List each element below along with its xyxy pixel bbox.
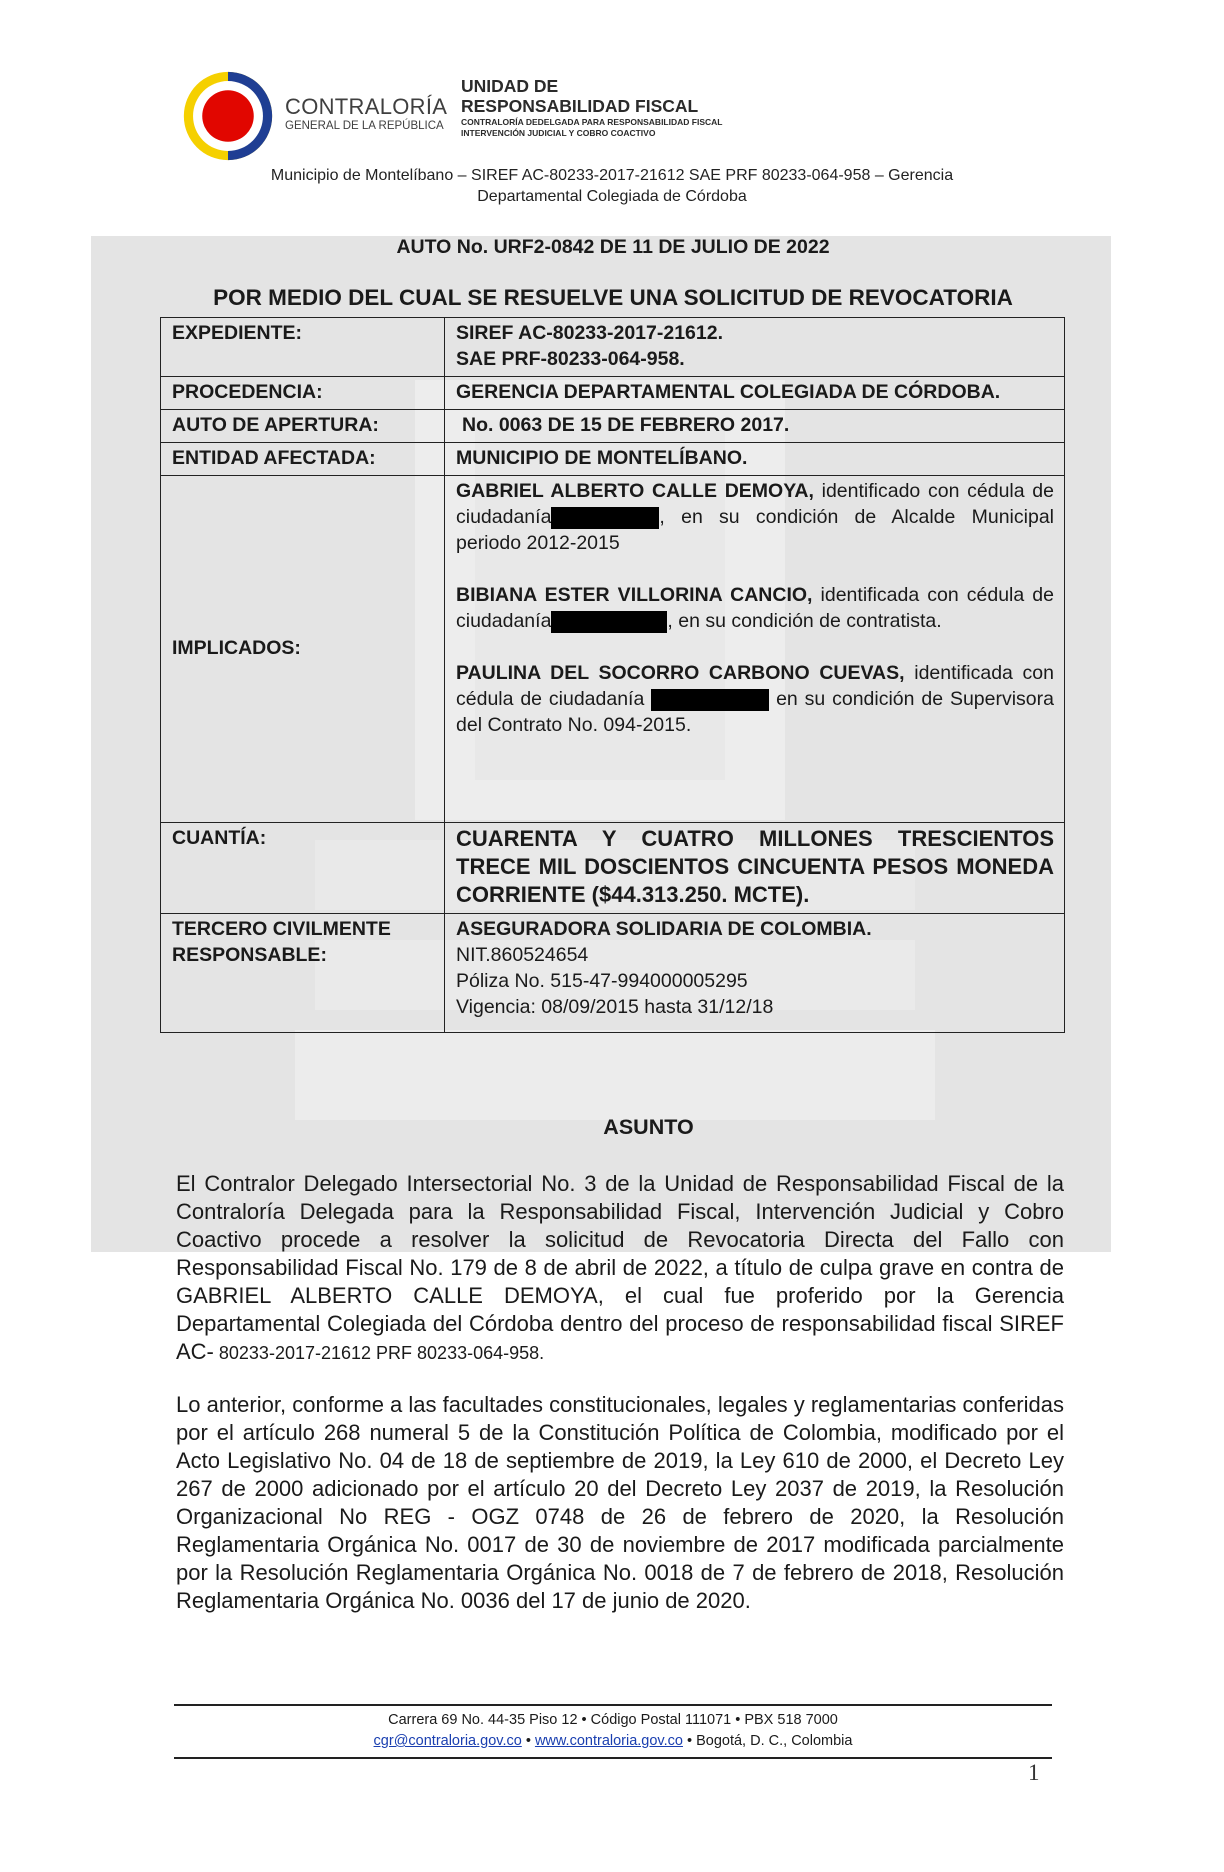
- implicado-3: [456, 660, 1054, 738]
- implicado-2-text-a: identificada con cédula de ciudadanía: [456, 584, 1054, 632]
- unit-title-line1: UNIDAD DE: [461, 76, 559, 96]
- tercero-name: ASEGURADORA SOLIDARIA DE COLOMBIA.: [456, 918, 872, 940]
- redacted-id-1: [551, 507, 659, 529]
- asunto-paragraph-1: [176, 1170, 1064, 1367]
- footer-contact: [174, 1733, 1052, 1749]
- footer-website-link[interactable]: www.contraloria.gov.co: [534, 1733, 683, 1749]
- footer-separator: •: [521, 1733, 535, 1749]
- implicado-1: [456, 478, 1054, 556]
- logo-name: CONTRALORÍA: [285, 94, 448, 119]
- unit-subtitle-line2: INTERVENCIÓN JUDICIAL Y COBRO COACTIVO: [461, 128, 656, 138]
- header-reference-line2: Departamental Colegiada de Córdoba: [477, 188, 747, 205]
- label-entidad-afectada: ENTIDAD AFECTADA:: [161, 443, 445, 476]
- implicado-3-name: PAULINA DEL SOCORRO CARBONO CUEVAS,: [456, 662, 905, 684]
- page-number: 1: [1028, 1760, 1040, 1785]
- value-auto-apertura: No. 0063 DE 15 DE FEBRERO 2017.: [445, 410, 1065, 443]
- value-expediente: [445, 318, 1065, 377]
- tercero-label-line1: TERCERO CIVILMENTE: [172, 918, 391, 940]
- redacted-id-2: [551, 611, 667, 633]
- auto-number-title: AUTO No. URF2-0842 DE 11 DE JULIO DE 2022: [396, 236, 830, 258]
- document-main-title: POR MEDIO DEL CUAL SE RESUELVE UNA SOLICITUD DE REVOCATORIA: [213, 285, 1013, 310]
- unit-subtitle-line1: CONTRALORÍA DEDELGADA PARA RESPONSABILIDAD FISCAL: [461, 117, 723, 127]
- footer-city: • Bogotá, D. C., Colombia: [682, 1733, 853, 1749]
- footer-address: Carrera 69 No. 44-35 Piso 12 • Código Postal 111071 • PBX 518 7000: [388, 1712, 838, 1728]
- contraloria-seal-icon: [182, 70, 274, 162]
- expediente-line1: SIREF AC-80233-2017-21612.: [456, 322, 724, 344]
- implicado-1-name: GABRIEL ALBERTO CALLE DEMOYA,: [456, 480, 814, 502]
- label-procedencia: PROCEDENCIA:: [161, 377, 445, 410]
- implicado-2: [456, 582, 1054, 634]
- table-row-entidad: [161, 443, 1065, 476]
- implicado-1-text-a: identificado con cédula de ciudadanía: [456, 480, 1054, 528]
- tercero-nit: NIT.860524654: [456, 944, 589, 966]
- asunto-paragraph-2: Lo anterior, conforme a las facultades constitucionales, legales y reglamentarias conferidas por el artículo 268 numeral 5 de la Constitución Política de Colombia, modificado por el Acto Legislativo No. 04 de 18 de septiembre de 2019, la Ley 610 de 2000, el Decreto Ley 267 de 2000 adicionado por el artículo 20 del Decreto Ley 2037 de 2019, la Resolución Organizacional No REG - OGZ 0748 de 26 de febrero de 2020, la Resolución Reglamentaria Orgánica No. 0017 de 30 de noviembre de 2017 modificada parcialmente por la Resolución Reglamentaria Orgánica No. 0018 de 7 de febrero de 2018, Resolución Reglamentaria Orgánica No. 0036 del 17 de junio de 2020.: [176, 1392, 1064, 1613]
- value-tercero: [445, 914, 1065, 1033]
- table-row-tercero: [161, 914, 1065, 1033]
- case-info-table: [160, 317, 1065, 1033]
- tercero-label-line2: RESPONSABLE:: [172, 944, 327, 966]
- header-reference: [200, 165, 1024, 207]
- label-implicados: IMPLICADOS:: [161, 476, 445, 823]
- footer-divider-bottom: [174, 1757, 1052, 1759]
- tercero-poliza: Póliza No. 515-47-994000005295: [456, 970, 748, 992]
- value-implicados: [445, 476, 1065, 823]
- table-row-cuantia: [161, 823, 1065, 914]
- implicado-3-text-b: en su condición de Supervisora del Contrato No. 094-2015.: [456, 688, 1054, 736]
- label-auto-apertura: AUTO DE APERTURA:: [161, 410, 445, 443]
- label-tercero: [161, 914, 445, 1033]
- unit-subtitle: [461, 117, 722, 139]
- tercero-vigencia: Vigencia: 08/09/2015 hasta 31/12/18: [456, 996, 774, 1018]
- value-procedencia: GERENCIA DEPARTAMENTAL COLEGIADA DE CÓRDOBA.: [445, 377, 1065, 410]
- implicado-2-text-b: , en su condición de contratista.: [667, 610, 942, 632]
- implicado-1-text-b: , en su condición de Alcalde Municipal periodo 2012-2015: [456, 506, 1054, 554]
- asunto-heading: ASUNTO: [603, 1115, 694, 1139]
- label-cuantia: CUANTÍA:: [161, 823, 445, 914]
- implicado-2-name: BIBIANA ESTER VILLORINA CANCIO,: [456, 584, 813, 606]
- table-row-expediente: [161, 318, 1065, 377]
- value-cuantia: CUARENTA Y CUATRO MILLONES TRESCIENTOS TRECE MIL DOSCIENTOS CINCUENTA PESOS MONEDA CORRIENTE ($44.313.250. MCTE).: [445, 823, 1065, 914]
- table-row-implicados: [161, 476, 1065, 823]
- label-expediente: EXPEDIENTE:: [161, 318, 445, 377]
- implicado-3-text-a: identificada con cédula de ciudadanía: [456, 662, 1054, 710]
- table-row-procedencia: [161, 377, 1065, 410]
- redacted-id-3: [651, 689, 769, 711]
- asunto-paragraph-1-main: El Contralor Delegado Intersectorial No. 3 de la Unidad de Responsabilidad Fiscal de la Contraloría Delegada para la Responsabilidad Fiscal, Intervención Judicial y Cobro Coactivo procede a resolver la solicitud de Revocatoria Directa del Fallo con Responsabilidad Fiscal No. 179 de 8 de abril de 2022, a título de culpa grave en contra de GABRIEL ALBERTO CALLE DEMOYA, el cual fue proferido por la Gerencia Departamental Colegiada del Córdoba dentro del proceso de responsabilidad fiscal SIREF AC-: [176, 1171, 1064, 1364]
- unit-title-line2: RESPONSABILIDAD FISCAL: [461, 96, 699, 116]
- footer-divider-top: [174, 1704, 1052, 1706]
- asunto-paragraph-1-tail: 80233-2017-21612 PRF 80233-064-958.: [213, 1343, 545, 1363]
- table-row-apertura: [161, 410, 1065, 443]
- header-reference-line1: Municipio de Montelíbano – SIREF AC-80233-2017-21612 SAE PRF 80233-064-958 – Gerencia: [270, 167, 954, 184]
- expediente-line2: SAE PRF-80233-064-958.: [456, 348, 685, 370]
- logo-subtitle: GENERAL DE LA REPÚBLICA: [285, 120, 444, 132]
- unit-title: [461, 76, 698, 116]
- value-entidad-afectada: MUNICIPIO DE MONTELÍBANO.: [445, 443, 1065, 476]
- footer-email-link[interactable]: cgr@contraloria.gov.co: [373, 1733, 522, 1749]
